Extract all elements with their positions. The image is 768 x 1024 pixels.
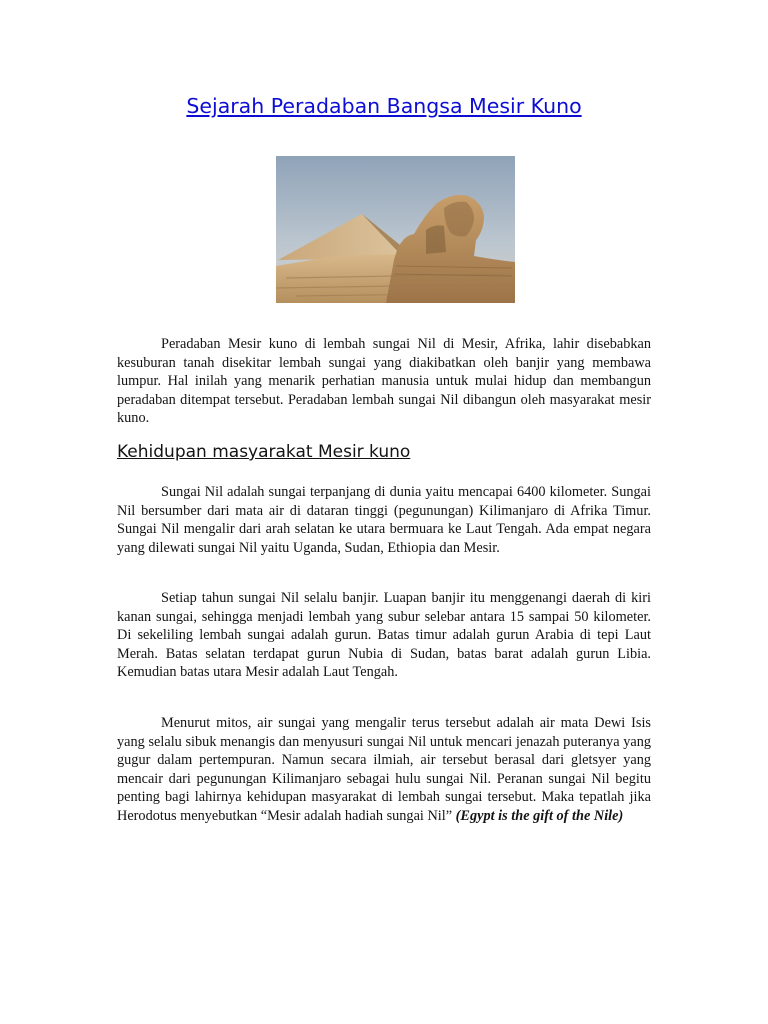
paragraph-myth-text: Menurut mitos, air sungai yang mengalir terus tersebut adalah air mata Dewi Isis yang selalu sibuk menangis dan menyusuri sungai Nil untuk mencari jenazah puteranya yang gugur dalam pertempuran. Namun secara ilmiah, air tersebut berasal dari gletsyer yang mencair dari pegunungan Kilimanjaro sebagai hulu sungai Nil. Peranan sungai Nil begitu penting bagi lahirnya kehidupan masyarakat di lembah sungai tersebut. Maka tepatlah jika Herodotus menyebutkan “Mesir adalah hadiah sungai Nil”	[117, 715, 651, 824]
paragraph-myth	[117, 714, 651, 825]
document-title[interactable]: Sejarah Peradaban Bangsa Mesir Kuno	[186, 94, 582, 118]
section-heading: Kehidupan masyarakat Mesir kuno	[117, 442, 411, 462]
pyramid-and-sphinx-photo	[276, 156, 515, 303]
intro-paragraph: Peradaban Mesir kuno di lembah sungai Nil di Mesir, Afrika, lahir disebabkan kesuburan tanah disekitar lembah sungai yang diakibatkan oleh banjir yang membawa lumpur. Hal inilah yang menarik perhatian manusia untuk mulai hidup dan membangun peradaban ditempat tersebut. Peradaban lembah sungai Nil dibangun oleh masyarakat mesir kuno.	[117, 336, 651, 426]
paragraph-floods: Setiap tahun sungai Nil selalu banjir. Luapan banjir itu menggenangi daerah di kiri kanan sungai, sehingga menjadi lembah yang subur selebar antara 15 sampai 50 kilometer. Di sekeliling lembah sungai adalah gurun. Batas timur adalah gurun Arabia di tepi Laut Merah. Batas selatan terdapat gurun Nubia di Sudan, batas barat adalah gurun Libia. Kemudian batas utara Mesir adalah Laut Tengah.	[117, 590, 651, 680]
paragraph-nile-length: Sungai Nil adalah sungai terpanjang di dunia yaitu mencapai 6400 kilometer. Sungai Nil bersumber dari mata air di dataran tinggi (pegunungan) Kilimanjaro di Afrika Timur. Sungai Nil mengalir dari arah selatan ke utara bermuara ke Laut Tengah. Ada empat negara yang dilewati sungai Nil yaitu Uganda, Sudan, Ethiopia dan Mesir.	[117, 484, 651, 556]
paragraph-myth-emphasis: (Egypt is the gift of the Nile)	[455, 807, 624, 824]
